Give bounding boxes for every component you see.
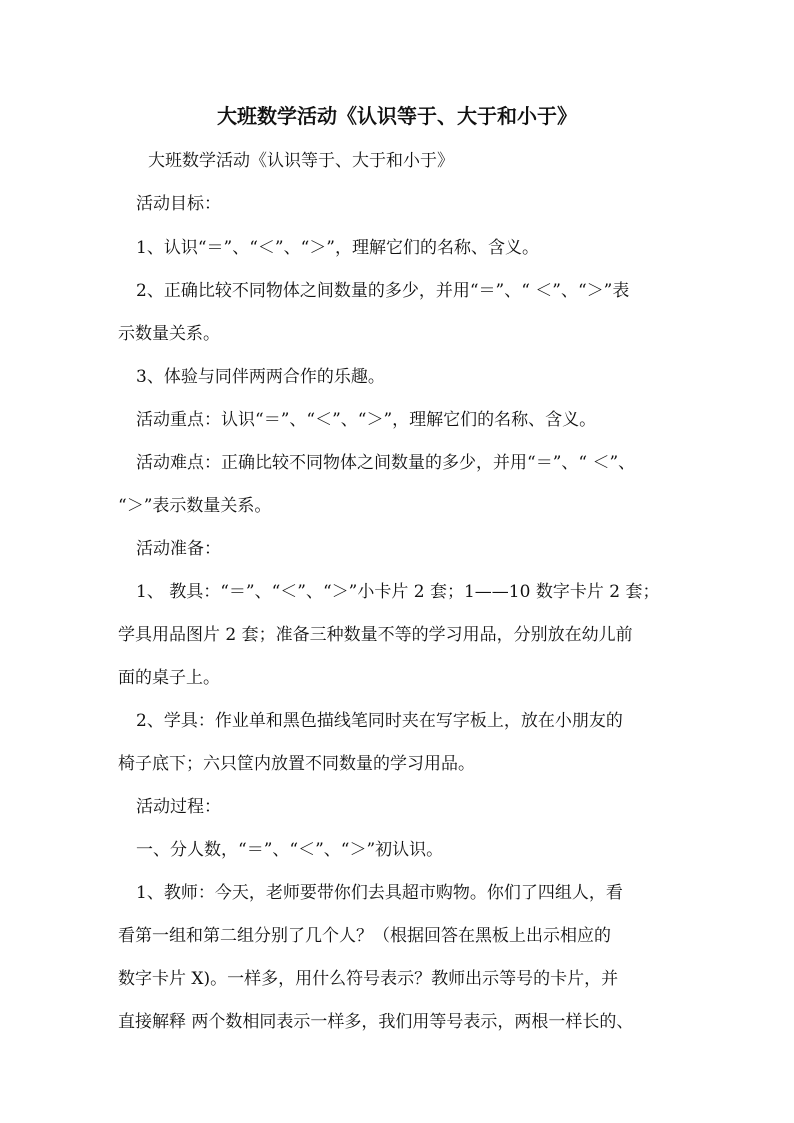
heading-process: 活动过程： <box>136 797 221 817</box>
paragraph-line: 1、 教具：“＝”、“＜”、“＞”小卡片 2 套；1——10 数字卡片 2 套； <box>136 582 660 602</box>
paragraph-line: 2、正确比较不同物体之间数量的多少，并用“＝”、“ ＜”、“＞”表 <box>136 281 630 301</box>
paragraph-line: 3、体验与同伴两两合作的乐趣。 <box>136 367 385 387</box>
paragraph-line: 椅子底下；六只筐内放置不同数量的学习用品。 <box>118 754 475 774</box>
paragraph-line: 1、认识“＝”、“＜”、“＞”，理解它们的名称、含义。 <box>136 238 539 258</box>
paragraph-line: 2、学具：作业单和黑色描线笔同时夹在写字板上，放在小朋友的 <box>136 711 623 731</box>
subtitle-line: 大班数学活动《认识等于、大于和小于》 <box>148 151 454 171</box>
paragraph-line: 活动重点：认识“＝”、“＜”、“＞”，理解它们的名称、含义。 <box>136 410 597 430</box>
paragraph-line: 示数量关系。 <box>118 324 220 344</box>
heading-preparation: 活动准备： <box>136 539 221 559</box>
paragraph-line: 活动难点：正确比较不同物体之间数量的多少，并用“＝”、“ ＜”、 <box>136 453 636 473</box>
paragraph-line: 面的桌子上。 <box>118 668 220 688</box>
paragraph-line: 直接解释 两个数相同表示一样多，我们用等号表示，两根一样长的、 <box>118 1012 634 1032</box>
paragraph-line: 学具用品图片 2 套；准备三种数量不等的学习用品，分别放在幼儿前 <box>118 625 633 645</box>
document-title: 大班数学活动《认识等于、大于和小于》 <box>217 104 577 128</box>
paragraph-line: 1、教师：今天，老师要带你们去具超市购物。你们了四组人，看 <box>136 883 623 903</box>
heading-objectives: 活动目标： <box>136 194 221 214</box>
paragraph-line: 看第一组和第二组分别了几个人？（根据回答在黑板上出示相应的 <box>118 926 611 946</box>
paragraph-line: “＞”表示数量关系。 <box>118 496 272 516</box>
paragraph-line: 数字卡片 X)。一样多，用什么符号表示？教师出示等号的卡片，并 <box>118 969 619 989</box>
section-heading: 一、分人数，“＝”、“＜”、“＞”初认识。 <box>136 840 444 860</box>
